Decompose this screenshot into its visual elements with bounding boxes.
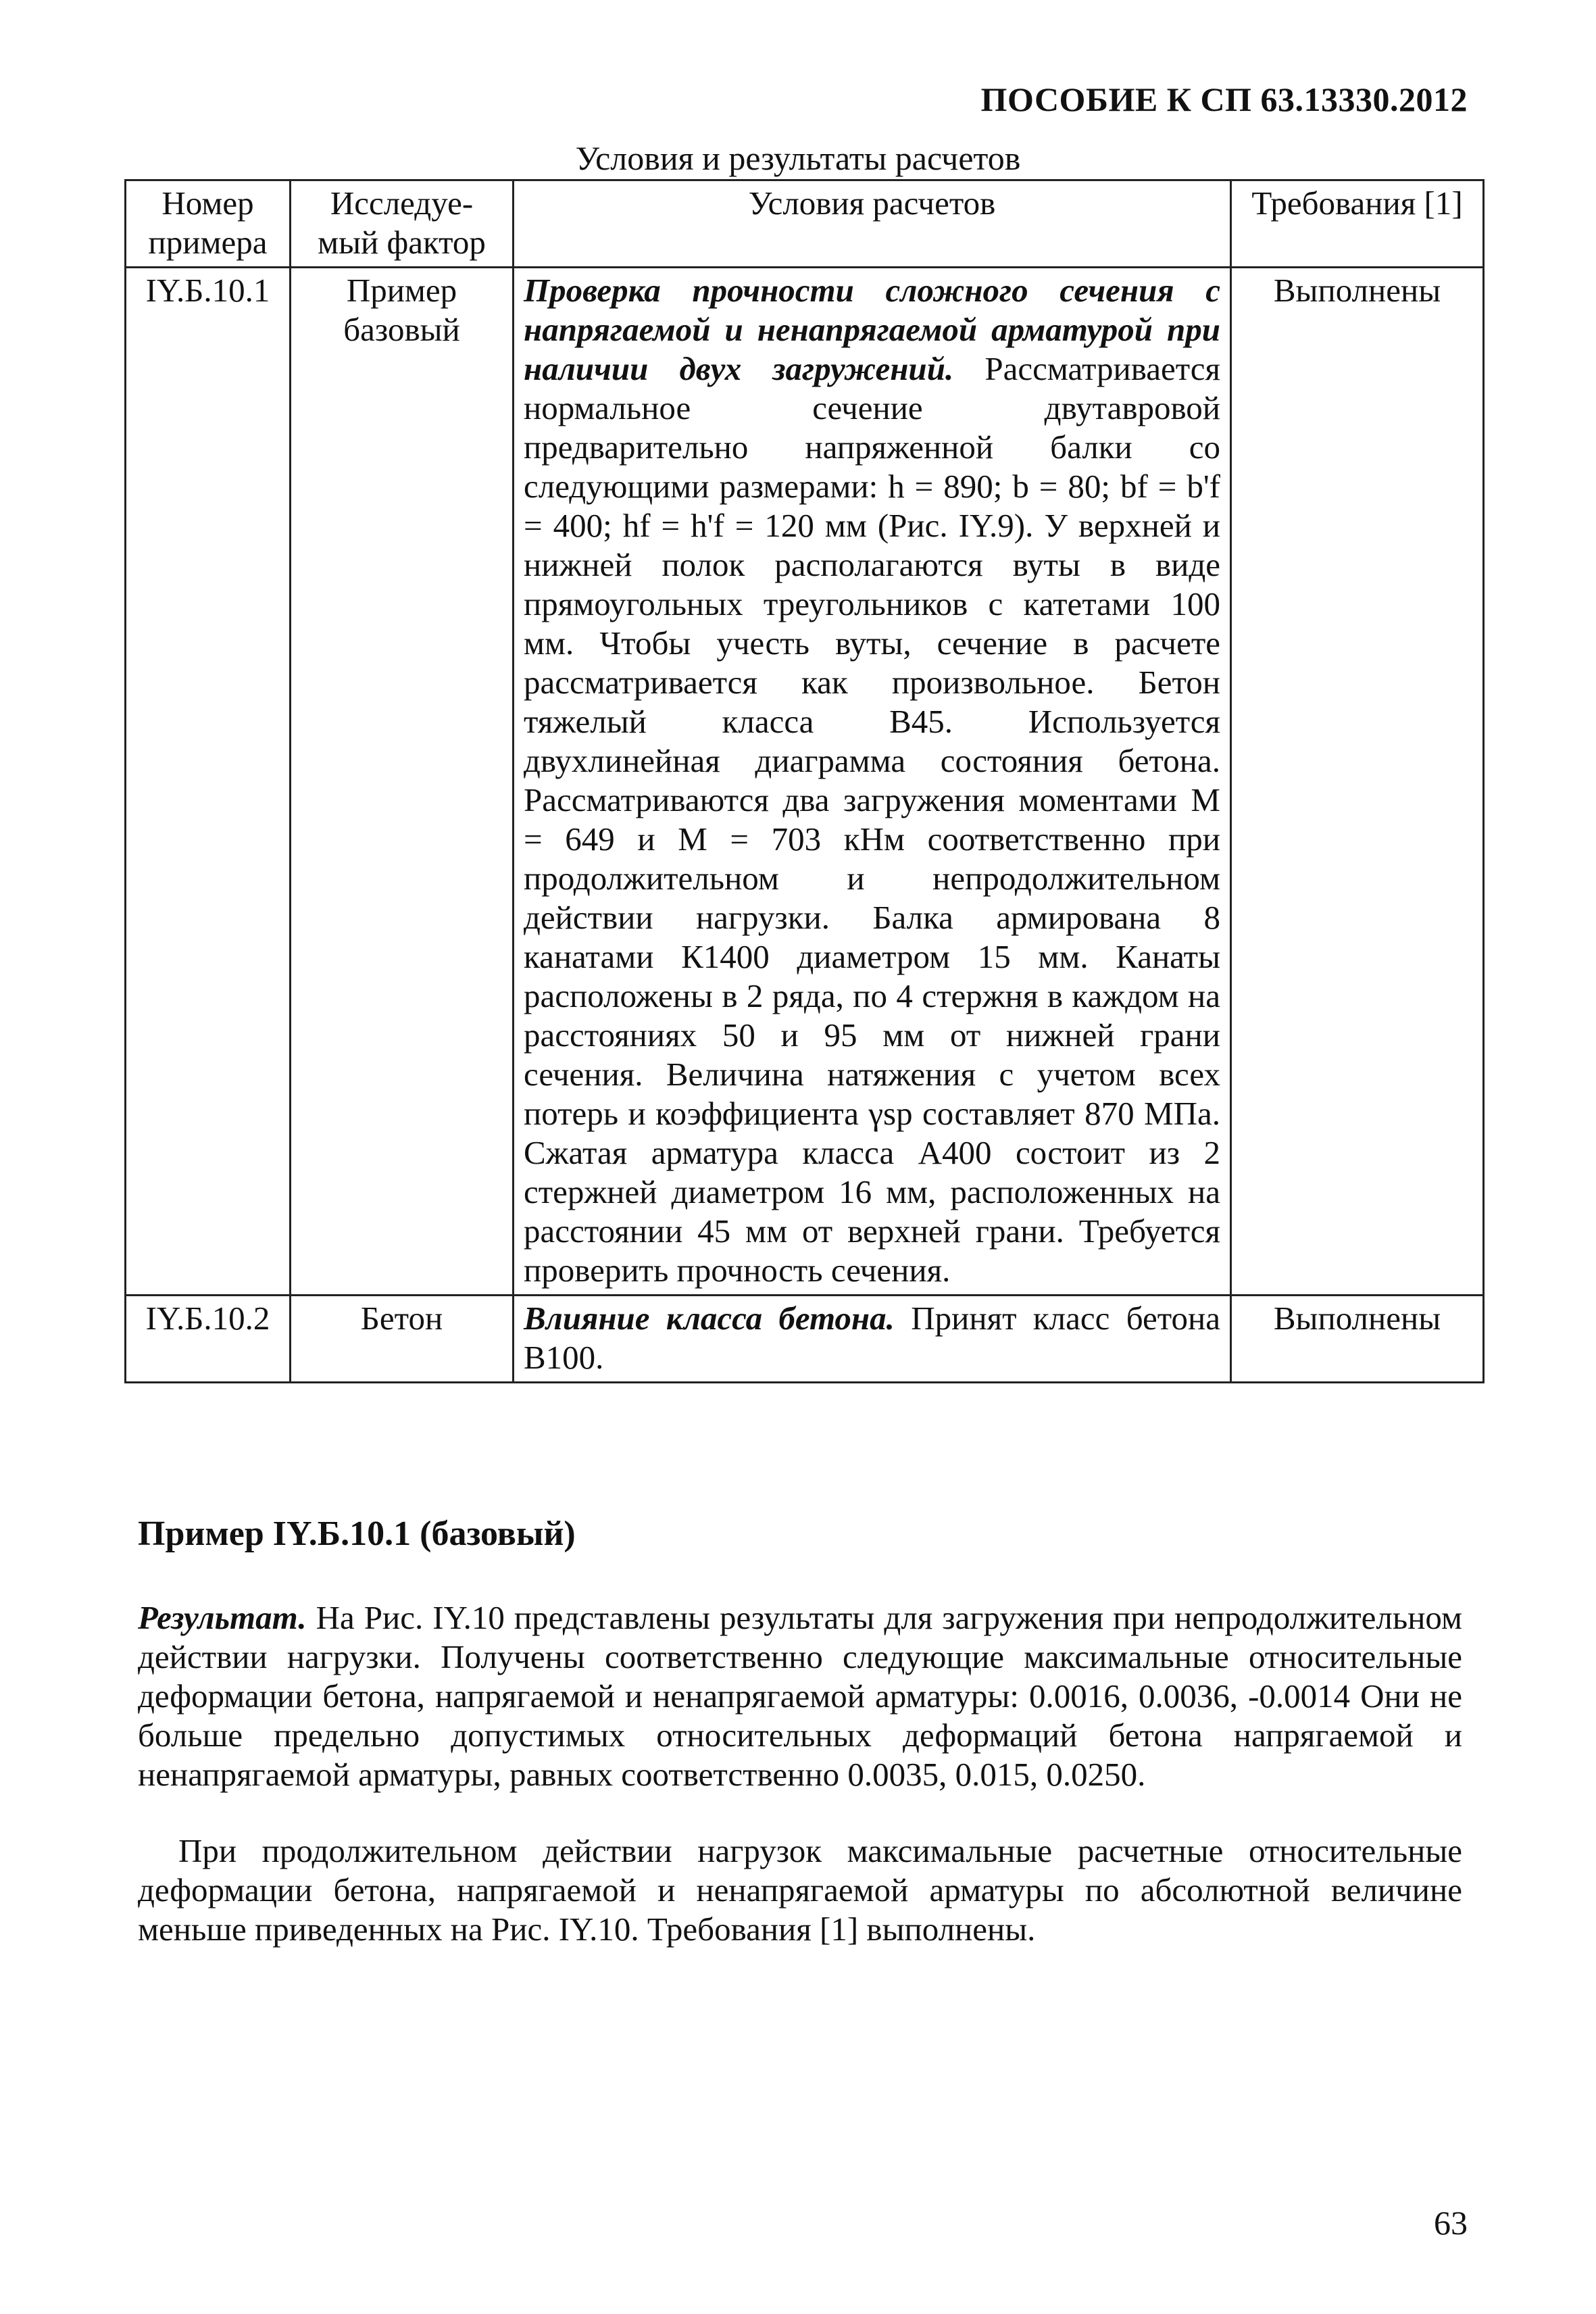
row-number: IY.Б.10.1 [126,268,291,1296]
col-header-conditions: Условия расчетов [514,180,1231,268]
row-conditions [514,268,1231,1296]
col-header-number: Номер примера [126,180,291,268]
row-conditions [514,1296,1231,1383]
table-row [126,1296,1484,1383]
conditions-title: Проверка прочности сложного сечения с напрягаемой и ненапрягаемой арматурой при наличии двух загружений. [524,272,1220,387]
document-header: ПОСОБИЕ К СП 63.13330.2012 [980,80,1468,118]
table-header-row [126,180,1484,268]
table-caption: Условия и результаты расчетов [575,139,1021,177]
page-number: 63 [1434,2204,1468,2242]
col-header-factor: Исследуе-мый фактор [291,180,514,268]
result-text: На Рис. IY.10 представлены результаты для загружения при непродолжительном действии нагрузки. Получены соответственно следующие максимальные относительные деформации бетона, напрягаемой и ненапрягаемой арматуры: 0.0016, 0.0036, -0.0014 Они не больше предельно допустимых относительных деформаций бетона напрягаемой и ненапрягаемой арматуры, равных соответственно 0.0035, 0.015, 0.0250. [138,1599,1463,1793]
row-requirements: Выполнены [1231,1296,1484,1383]
conclusion-paragraph: При продолжительном действии нагрузок максимальные расчетные относительные деформации бетона, напрягаемой и ненапрягаемой арматуры по абсолютной величине меньше приведенных на Рис. IY.10. Требования [1] выполнены. [138,1832,1462,1948]
row-number: IY.Б.10.2 [126,1296,291,1383]
table-row [126,268,1484,1296]
col-header-requirements: Требования [1] [1231,180,1484,268]
row-factor: Бетон [291,1296,514,1383]
row-factor: Пример базовый [291,268,514,1296]
conditions-text: Рассматривается нормальное сечение двутавровой предварительно напряженной балки со следующими размерами: h = 890; b = 80; bf = b'f = 400; hf = h'f = 120 мм (Рис. IY.9). У верхней и нижней полок располагаются вуты в виде прямоугольных треугольников с катетами 100 мм. Чтобы учесть вуты, сечение в расчете рассматривается как произвольное. Бетон тяжелый класса B45. Используется двухлинейная диаграмма состояния бетона. Рассматриваются два загружения моментами M = 649 и M = 703 кНм соответственно при продолжительном и непродолжительном действии нагрузки. Балка армирована 8 канатами К1400 диаметром 15 мм. Канаты расположены в 2 ряда, по 4 стержня в каждом на расстояниях 50 и 95 мм от нижней грани сечения. Величина натяжения с учетом всех потерь и коэффициента γsp составляет 870 МПа. Сжатая арматура класса А400 состоит из 2 стержней диаметром 16 мм, расположенных на расстоянии 45 мм от верхней грани. Требуется проверить прочность сечения. [524,350,1221,1289]
row-requirements: Выполнены [1231,268,1484,1296]
conditions-text: Принят класс бетона B100. [524,1300,1221,1376]
calculation-table [124,179,1485,1383]
result-label: Результат. [138,1599,307,1636]
section-title: Пример IY.Б.10.1 (базовый) [138,1515,576,1553]
result-paragraph [138,1598,1462,1794]
conditions-title: Влияние класса бетона. [524,1300,895,1337]
